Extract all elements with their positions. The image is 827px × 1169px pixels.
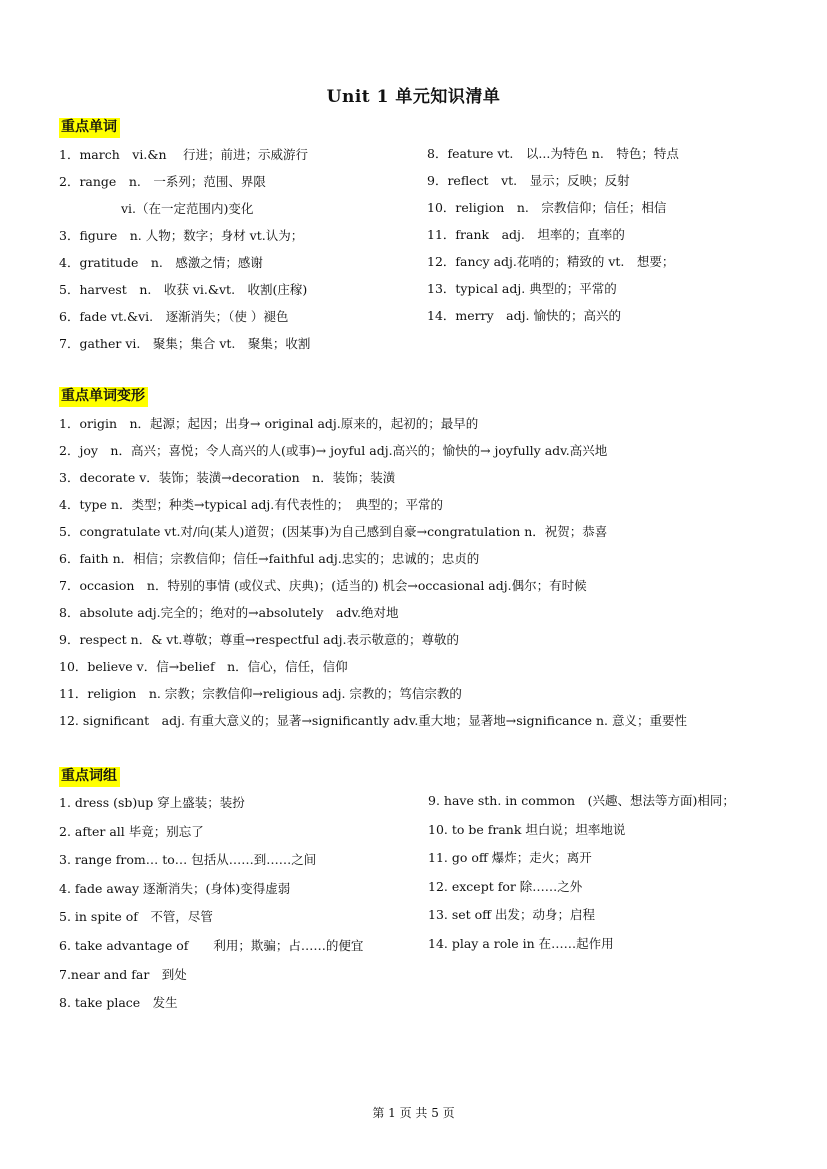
list-item: 12．fancy adj.花哨的；精致的 vt. 想要； — [427, 254, 675, 269]
list-item: 6．fade vt.&vi. 逐渐消失；（使 ）褪色 — [59, 309, 289, 324]
list-item: 8．feature vt. 以...为特色 n. 特色；特点 — [427, 146, 679, 161]
list-item: 14. play a role in 在……起作用 — [428, 935, 614, 951]
list-item: 10．believe v．信→belief n．信心，信任，信仰 — [59, 659, 348, 674]
words-right-column — [427, 140, 807, 329]
list-item: 3．figure n. 人物；数字；身材 vt.认为； — [59, 228, 304, 243]
phrases-right-column — [428, 787, 808, 959]
phrases-left-column — [59, 789, 424, 1018]
list-item: 11. go off 爆炸；走火；离开 — [428, 850, 592, 866]
list-item: 1. dress (sb)up 穿上盛装；装扮 — [59, 795, 245, 810]
list-item: 2．joy n．高兴；喜悦；令人高兴的人(或事)→ joyful adj.高兴的；愉快的→ joyfully adv.高兴地 — [59, 443, 608, 458]
list-item: 7．occasion n．特别的事情 (或仪式、庆典)；(适当的) 机会→occasional adj.偶尔；有时候 — [59, 578, 587, 593]
list-item: 7．gather vi. 聚集；集合 vt. 聚集；收割 — [59, 336, 311, 351]
words-left-column — [59, 141, 419, 357]
section-heading-phrases: 重点词组 — [59, 767, 120, 787]
section-heading-words: 重点单词 — [59, 118, 120, 138]
list-item: 9．respect n．& vt.尊敬；尊重→respectful adj.表示敬意的；尊敬的 — [59, 632, 459, 647]
list-item: 2．range n. 一系列；范围、界限 — [59, 174, 266, 189]
list-item: 4．gratitude n. 感激之情；感谢 — [59, 255, 263, 270]
list-item: 6．faith n．相信；宗教信仰；信任→faithful adj.忠实的；忠诚的；忠贞的 — [59, 551, 480, 566]
list-item: 8. take place 发生 — [59, 995, 178, 1011]
list-item: 3．decorate v．装饰；装潢→decoration n．装饰；装潢 — [59, 470, 396, 485]
list-item: 4．type n．类型；种类→typical adj.有代表性的； 典型的；平常的 — [59, 497, 443, 512]
list-item: 1．origin n．起源；起因；出身→ original adj.原来的，起初的；最早的 — [59, 416, 479, 431]
list-item: 13．typical adj. 典型的；平常的 — [427, 281, 617, 296]
list-item: 8．absolute adj.完全的；绝对的→absolutely adv.绝对地 — [59, 605, 399, 620]
list-item: 2. after all 毕竟；别忘了 — [59, 823, 204, 839]
list-item: 5. in spite of 不管，尽管 — [59, 909, 213, 925]
list-item: vi.（在一定范围内)变化 — [121, 201, 254, 216]
section-heading-forms: 重点单词变形 — [59, 387, 148, 407]
list-item: 3. range from… to… 包括从……到……之间 — [59, 852, 317, 868]
list-item: 11．frank adj. 坦率的；直率的 — [427, 227, 625, 242]
list-item: 9．reflect vt. 显示；反映；反射 — [427, 173, 630, 188]
list-item: 5．congratulate vt.对/向(某人)道贺；(因某事)为自己感到自豪→congratulation n．祝贺；恭喜 — [59, 524, 608, 539]
list-item: 12. significant adj. 有重大意义的；显著→significantly adv.重大地；显著地→significance n. 意义；重要性 — [59, 713, 687, 728]
list-item: 13. set off 出发；动身；启程 — [428, 907, 596, 923]
list-item: 9. have sth. in common (兴趣、想法等方面)相同； — [428, 793, 735, 808]
list-item: 11．religion n. 宗教；宗教信仰→religious adj. 宗教的；笃信宗教的 — [59, 686, 462, 701]
list-item: 14．merry adj. 愉快的；高兴的 — [427, 308, 621, 323]
forms-list — [59, 410, 809, 734]
list-item: 10. to be frank 坦白说；坦率地说 — [428, 821, 626, 837]
list-item: 12. except for 除……之外 — [428, 878, 583, 894]
list-item: 5．harvest n. 收获 vi.&vt. 收割(庄稼) — [59, 282, 308, 297]
list-item: 10．religion n. 宗教信仰；信任；相信 — [427, 200, 667, 215]
list-item: 1．march vi.&n 行进；前进；示威游行 — [59, 147, 308, 162]
page-number: 第 1 页 共 5 页 — [372, 1106, 455, 1120]
list-item: 6. take advantage of 利用；欺骗；占……的便宜 — [59, 937, 364, 953]
page-title: Unit 1 单元知识清单 — [326, 87, 501, 107]
list-item: 7.near and far 到处 — [59, 966, 187, 982]
list-item: 4. fade away 逐渐消失；(身体)变得虚弱 — [59, 880, 291, 896]
